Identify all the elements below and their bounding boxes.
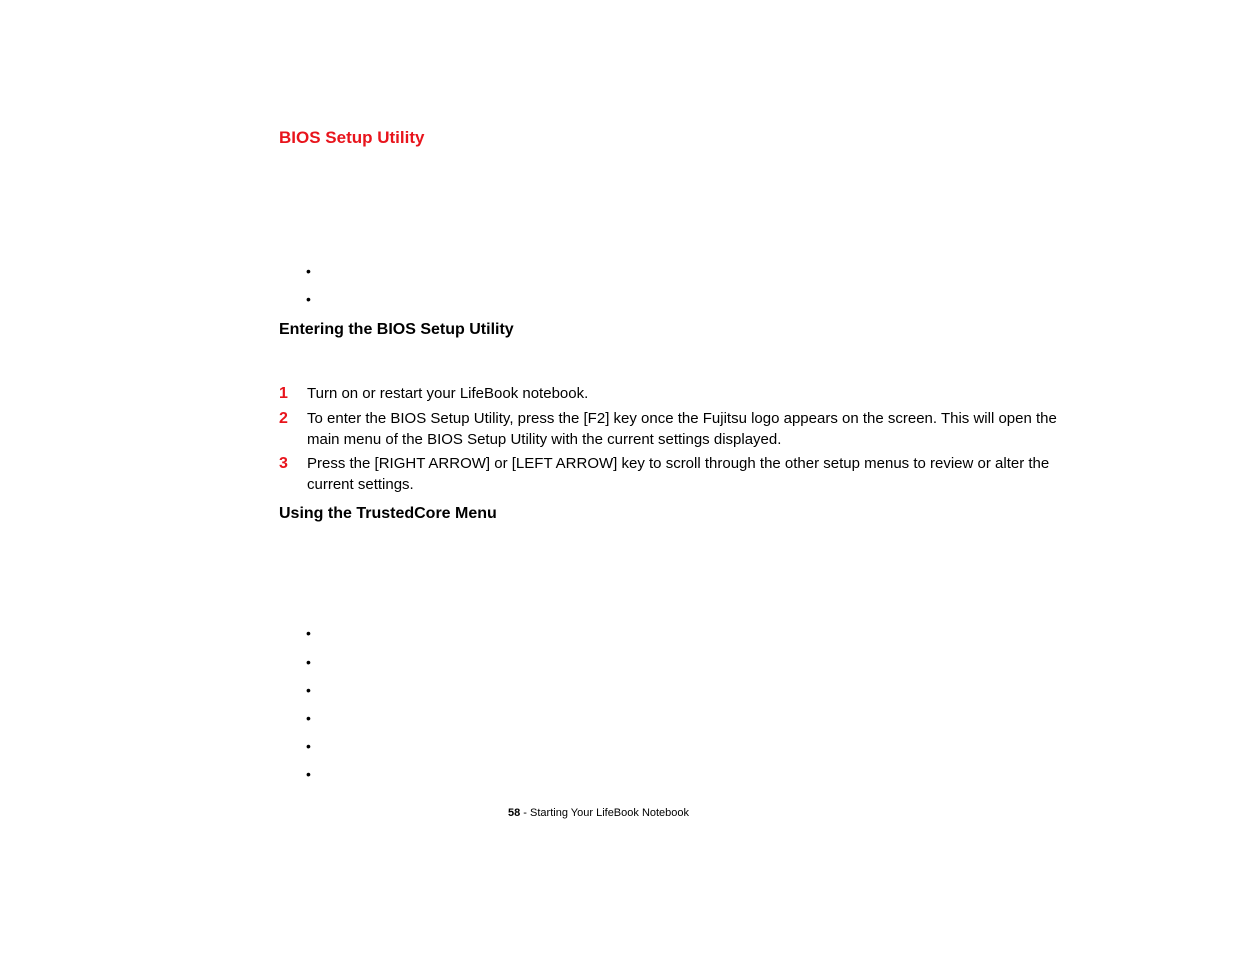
step-item — [279, 383, 1069, 404]
step-item — [279, 408, 1069, 450]
page-number: 58 — [508, 807, 521, 819]
footer-text: - Starting Your LifeBook Notebook — [520, 807, 690, 819]
step-text: Turn on or restart your LifeBook notebook. — [307, 385, 589, 402]
bullet-marker: • — [306, 738, 311, 754]
entering-bios-heading: Entering the BIOS Setup Utility — [279, 321, 514, 338]
step-item — [279, 453, 1069, 495]
bullet-marker: • — [306, 291, 311, 307]
bullet-marker: • — [306, 766, 311, 782]
bullet-marker: • — [306, 263, 311, 279]
section-title: BIOS Setup Utility — [279, 128, 425, 147]
step-text: Press the [RIGHT ARROW] or [LEFT ARROW] key to scroll through the other setup menus to review or alter the current settings. — [307, 455, 1050, 493]
step-number: 3 — [279, 455, 288, 472]
step-number: 1 — [279, 385, 288, 402]
step-text: To enter the BIOS Setup Utility, press the [F2] key once the Fujitsu logo appears on the screen. This will open the main menu of the BIOS Setup Utility with the current settings displayed. — [307, 410, 1057, 448]
bullet-marker: • — [306, 710, 311, 726]
page-footer — [508, 807, 689, 819]
bullet-marker: • — [306, 654, 311, 670]
step-number: 2 — [279, 410, 288, 427]
bullet-marker: • — [306, 682, 311, 698]
bullet-marker: • — [306, 625, 311, 641]
trustedcore-menu-heading: Using the TrustedCore Menu — [279, 505, 497, 522]
